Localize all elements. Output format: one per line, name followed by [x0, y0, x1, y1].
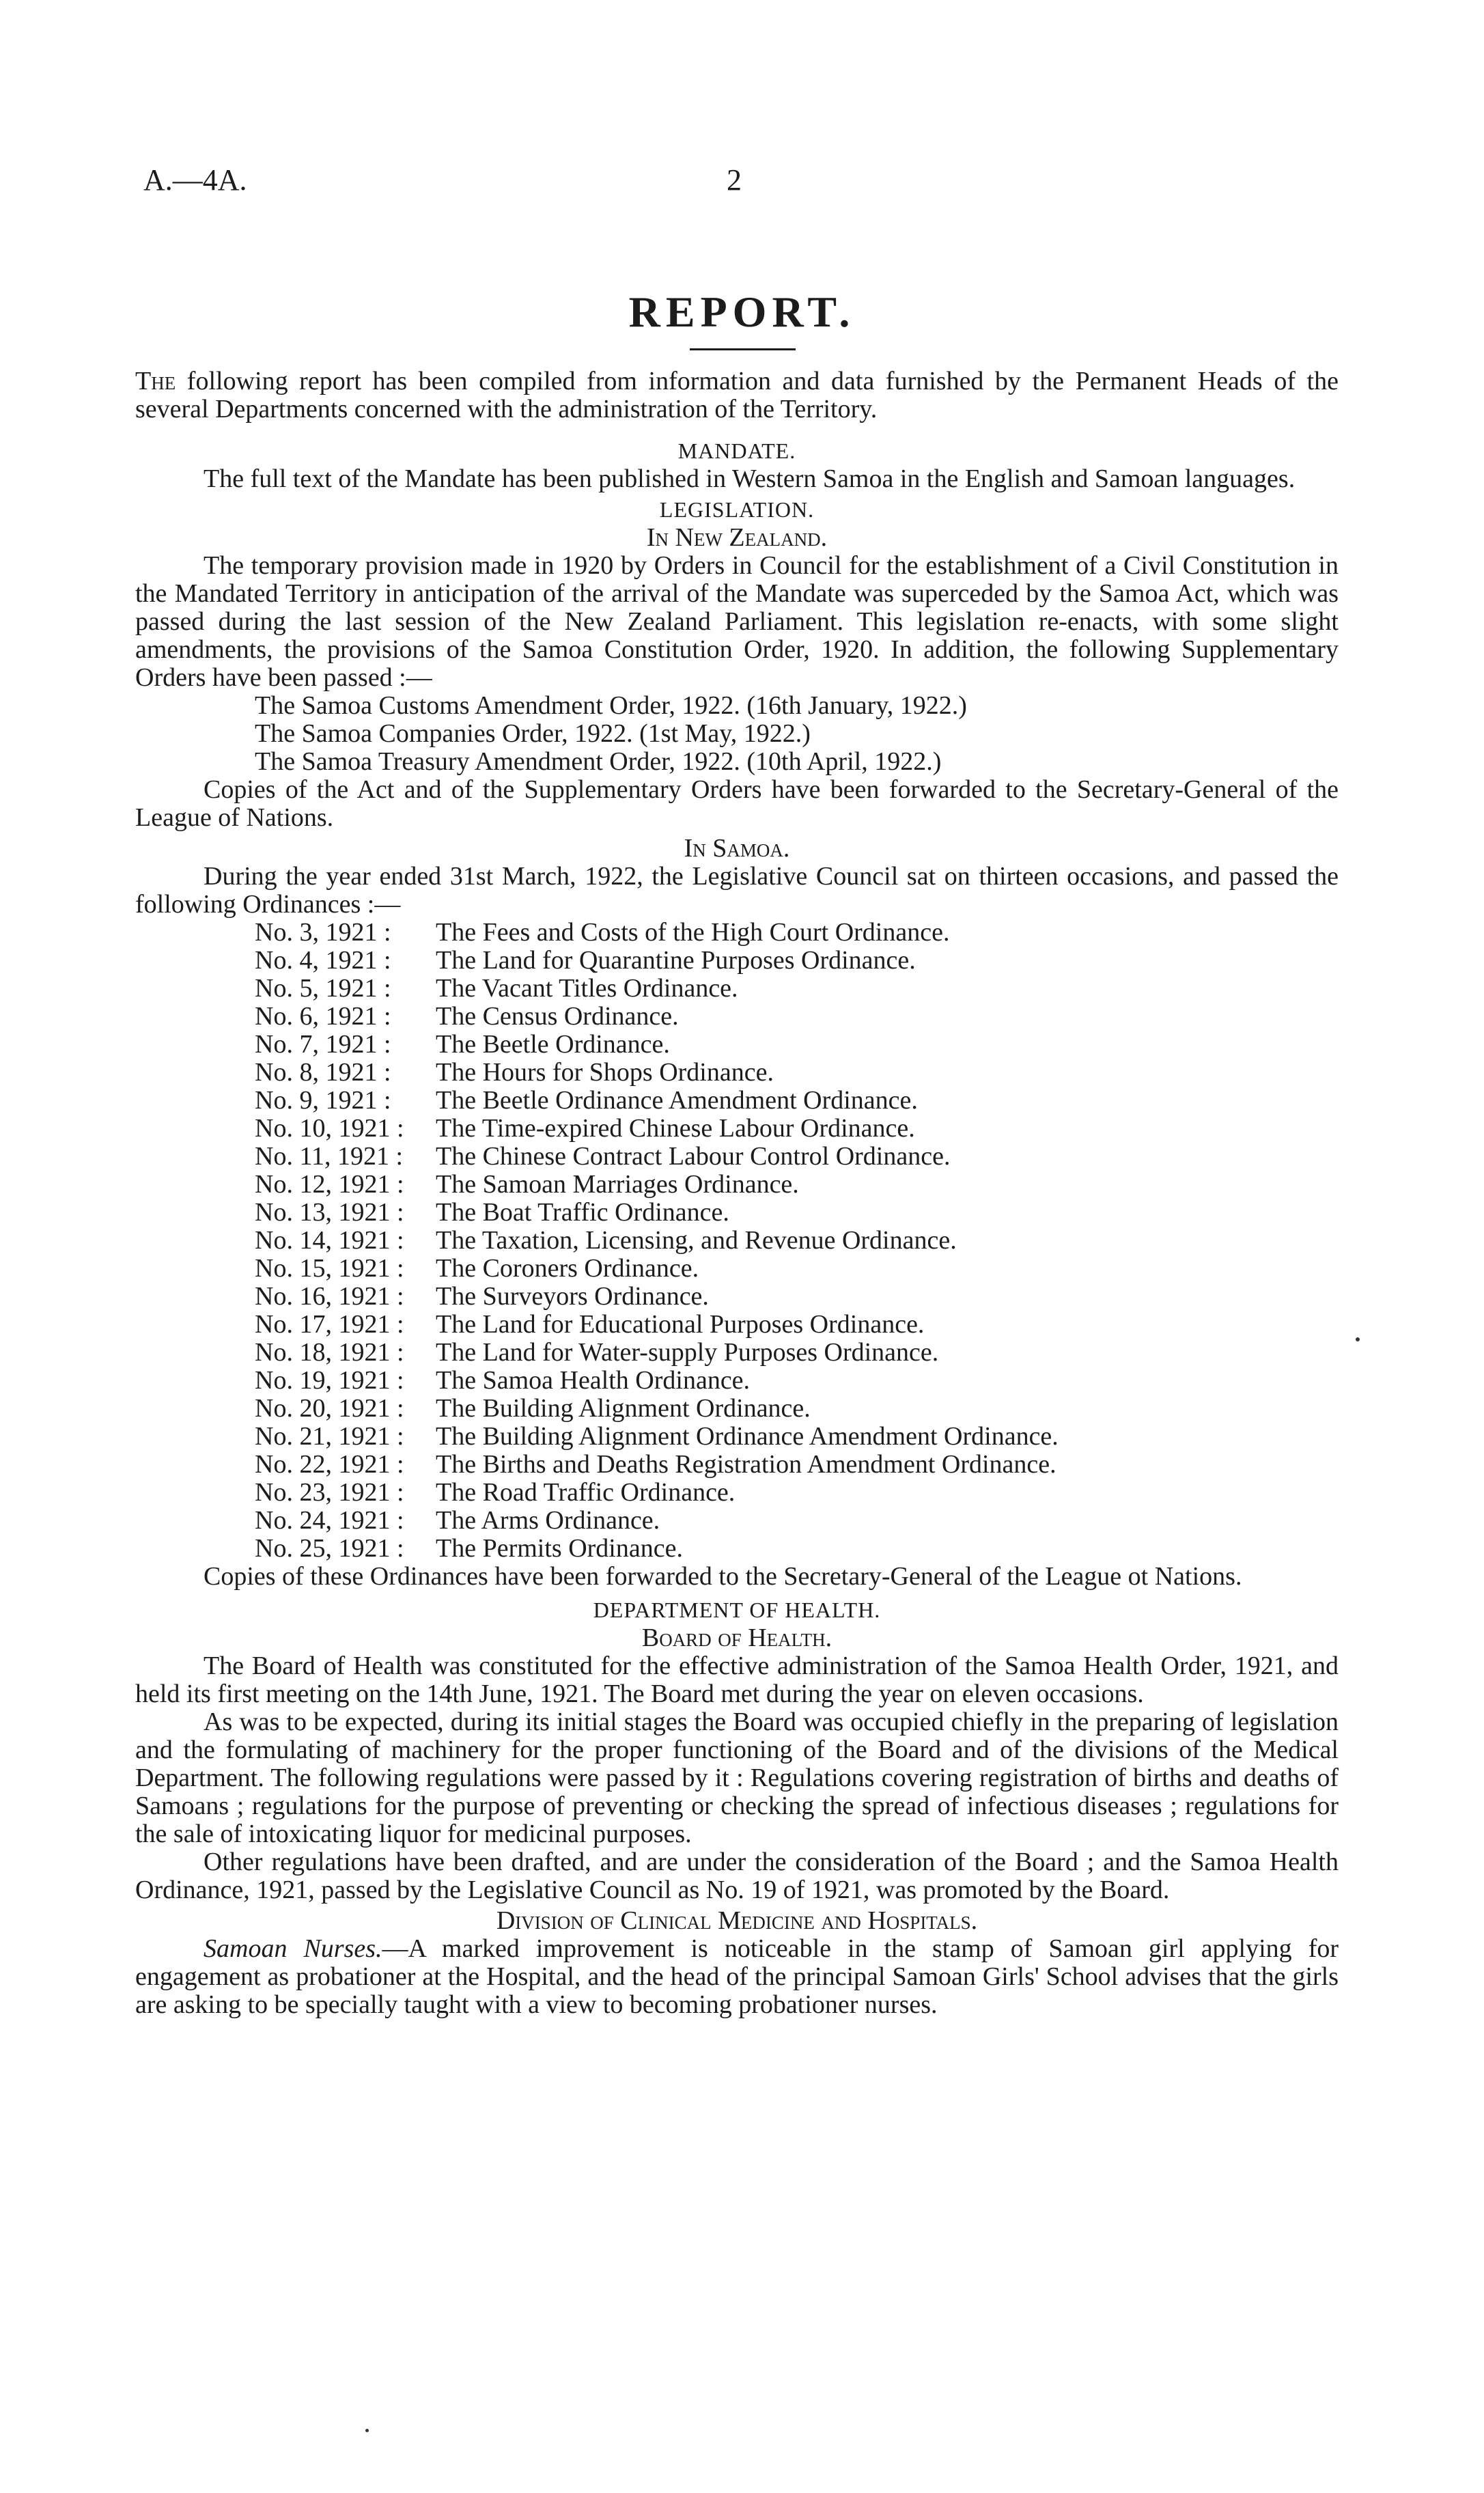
ordinance-number: No. 24, 1921 : — [255, 1506, 404, 1535]
ordinance-number: No. 19, 1921 : — [255, 1366, 404, 1395]
ordinance-row — [255, 1031, 1339, 1059]
ordinance-number: No. 8, 1921 : — [255, 1058, 391, 1087]
ordinance-number: No. 3, 1921 : — [255, 918, 391, 947]
ordinance-number: No. 9, 1921 : — [255, 1086, 391, 1115]
ordinance-name: The Beetle Ordinance Amendment Ordinance. — [436, 1086, 918, 1115]
ordinance-number: No. 14, 1921 : — [255, 1226, 404, 1255]
ordinance-number: No. 13, 1921 : — [255, 1198, 404, 1227]
ordinance-row — [255, 947, 1339, 975]
ordinance-name: The Surveyors Ordinance. — [436, 1282, 709, 1311]
ordinance-name: The Beetle Ordinance. — [436, 1030, 670, 1059]
ordinance-name: The Arms Ordinance. — [436, 1506, 660, 1535]
report-title: REPORT. — [628, 288, 856, 336]
intro-first-word: The — [135, 367, 176, 395]
ordinance-name: The Building Alignment Ordinance. — [436, 1394, 811, 1423]
title-rule — [690, 348, 796, 350]
ordinance-name: The Boat Traffic Ordinance. — [436, 1198, 729, 1227]
ordinance-number: No. 7, 1921 : — [255, 1030, 391, 1059]
ordinance-number: No. 17, 1921 : — [255, 1310, 404, 1339]
ordinance-name: The Building Alignment Ordinance Amendment Ordinance. — [436, 1422, 1059, 1451]
samoan-nurses-lead: Samoan Nurses. — [204, 1934, 382, 1963]
ordinance-number: No. 6, 1921 : — [255, 1002, 391, 1031]
ordinance-row — [255, 1255, 1339, 1283]
ordinance-number: No. 23, 1921 : — [255, 1478, 404, 1507]
ordinance-name: The Taxation, Licensing, and Revenue Ordinance. — [436, 1226, 957, 1255]
ordinance-number: No. 21, 1921 : — [255, 1422, 404, 1451]
ordinance-number: No. 15, 1921 : — [255, 1254, 404, 1283]
ordinance-number: No. 12, 1921 : — [255, 1170, 404, 1199]
ordinances-copies-paragraph: Copies of these Ordinances have been forwarded to the Secretary-General of the League ot Nations. — [204, 1562, 1242, 1591]
ordinance-row — [255, 1451, 1339, 1479]
ordinance-row — [255, 1507, 1339, 1535]
document-reference: A.—4A. — [143, 163, 247, 197]
ordinance-row — [255, 919, 1339, 947]
ordinance-name: The Fees and Costs of the High Court Ordinance. — [436, 918, 950, 947]
samoan-nurses-text: —A marked improvement is noticeable in the stamp of Samoan girl applying for engagement as probationer at the Hospital, and the head of the principal Samoan Girls' School advises that the girls are asking to be specially taught with a view to becoming probationer nurses. — [135, 1934, 1339, 2019]
ordinance-row — [255, 1423, 1339, 1451]
report-body — [135, 367, 1339, 2019]
ordinance-row — [255, 1171, 1339, 1199]
ordinance-number: No. 22, 1921 : — [255, 1450, 404, 1479]
margin-mark — [365, 2429, 369, 2432]
board-of-health-heading: Board of Health. — [641, 1624, 832, 1652]
ordinance-number: No. 11, 1921 : — [255, 1142, 404, 1171]
orders-copies-paragraph: Copies of the Act and of the Supplementary Orders have been forwarded to the Secretary-General of the League of Nations. — [135, 775, 1339, 832]
ordinance-row — [255, 1311, 1339, 1339]
intro-paragraph — [135, 367, 1339, 423]
ordinance-row — [255, 1367, 1339, 1395]
board-paragraph-3: Other regulations have been drafted, and are under the consideration of the Board ; and the Samoa Health Ordinance, 1921, passed by the Legislative Council as No. 19 of 1921, was promoted by the Board. — [135, 1848, 1339, 1904]
margin-mark — [1356, 1337, 1360, 1341]
ordinance-row — [255, 1339, 1339, 1367]
ordinance-number: No. 4, 1921 : — [255, 946, 391, 975]
ordinance-name: The Samoa Health Ordinance. — [436, 1366, 751, 1395]
ordinance-number: No. 20, 1921 : — [255, 1394, 404, 1423]
ordinance-name: The Chinese Contract Labour Control Ordinance. — [436, 1142, 951, 1171]
mandate-heading: MANDATE. — [677, 438, 796, 463]
ordinance-name: The Land for Quarantine Purposes Ordinance. — [436, 946, 916, 975]
ordinances-list — [135, 919, 1339, 1563]
ordinance-row — [255, 1003, 1339, 1031]
clinical-medicine-heading: Division of Clinical Medicine and Hospitals. — [496, 1906, 978, 1935]
ordinance-name: The Hours for Shops Ordinance. — [436, 1058, 774, 1087]
supplementary-orders-list — [135, 692, 1339, 776]
ordinance-name: The Time-expired Chinese Labour Ordinance. — [436, 1114, 915, 1143]
in-samoa-heading: In Samoa. — [684, 834, 790, 863]
ordinance-number: No. 5, 1921 : — [255, 974, 391, 1003]
ordinance-name: The Land for Educational Purposes Ordinance. — [436, 1310, 925, 1339]
intro-text: following report has been compiled from information and data furnished by the Permanent Heads of the several Departments concerned with the administration of the Territory. — [135, 367, 1339, 423]
ordinance-name: The Permits Ordinance. — [436, 1534, 683, 1563]
ordinance-number: No. 18, 1921 : — [255, 1338, 404, 1367]
ordinance-row — [255, 1283, 1339, 1311]
page-header — [133, 163, 1335, 204]
ordinance-row — [255, 1479, 1339, 1507]
ordinance-row — [255, 1059, 1339, 1087]
in-samoa-paragraph: During the year ended 31st March, 1922, the Legislative Council sat on thirteen occasions, and passed the following Ordinances :— — [135, 862, 1339, 919]
ordinance-row — [255, 1535, 1339, 1563]
health-heading: DEPARTMENT OF HEALTH. — [593, 1598, 881, 1622]
mandate-paragraph: The full text of the Mandate has been published in Western Samoa in the English and Samoan languages. — [204, 464, 1296, 493]
ordinance-name: The Land for Water-supply Purposes Ordinance. — [436, 1338, 939, 1367]
board-paragraph-2: As was to be expected, during its initial stages the Board was occupied chiefly in the preparing of legislation and the formulating of machinery for the proper functioning of the Board and of the divisions of the Medical Department. The following regulations were passed by it : Regulations covering registration of births and deaths of Samoans ; regulations for the purpose of preventing or checking the spread of infectious diseases ; regulations for the sale of intoxicating liquor for medicinal purposes. — [135, 1708, 1339, 1848]
ordinance-name: The Census Ordinance. — [436, 1002, 679, 1031]
ordinance-name: The Samoan Marriages Ordinance. — [436, 1170, 799, 1199]
ordinance-name: The Coroners Ordinance. — [436, 1254, 699, 1283]
ordinance-name: The Road Traffic Ordinance. — [436, 1478, 736, 1507]
ordinance-number: No. 25, 1921 : — [255, 1534, 404, 1563]
ordinance-row — [255, 1143, 1339, 1171]
ordinance-name: The Vacant Titles Ordinance. — [436, 974, 738, 1003]
ordinance-row — [255, 975, 1339, 1003]
new-zealand-paragraph: The temporary provision made in 1920 by Orders in Council for the establishment of a Civil Constitution in the Mandated Territory in anticipation of the arrival of the Mandate was superceded by the Samoa Act, which was passed during the last session of the New Zealand Parliament. This legislation re-enacts, with some slight amendments, the provisions of the Samoa Constitution Order, 1920. In addition, the following Supplementary Orders have been passed :— — [135, 551, 1339, 692]
ordinance-number: No. 10, 1921 : — [255, 1114, 404, 1143]
board-paragraph-1: The Board of Health was constituted for the effective administration of the Samoa Health Order, 1921, and held its first meeting on the 14th June, 1921. The Board met during the year on eleven occasions. — [135, 1652, 1339, 1708]
ordinance-row — [255, 1199, 1339, 1227]
samoan-nurses-paragraph — [135, 1935, 1339, 2019]
ordinance-row — [255, 1115, 1339, 1143]
ordinance-name: The Births and Deaths Registration Amendment Ordinance. — [436, 1450, 1056, 1479]
new-zealand-heading: In New Zealand. — [646, 523, 828, 552]
page-number: 2 — [727, 163, 742, 197]
order-item: The Samoa Companies Order, 1922. (1st May, 1922.) — [255, 719, 811, 748]
order-item: The Samoa Treasury Amendment Order, 1922. (10th April, 1922.) — [255, 747, 942, 776]
ordinance-row — [255, 1087, 1339, 1115]
order-item: The Samoa Customs Amendment Order, 1922. (16th January, 1922.) — [255, 691, 967, 720]
ordinance-number: No. 16, 1921 : — [255, 1282, 404, 1311]
legislation-heading: LEGISLATION. — [659, 497, 815, 522]
ordinance-row — [255, 1227, 1339, 1255]
ordinance-row — [255, 1395, 1339, 1423]
